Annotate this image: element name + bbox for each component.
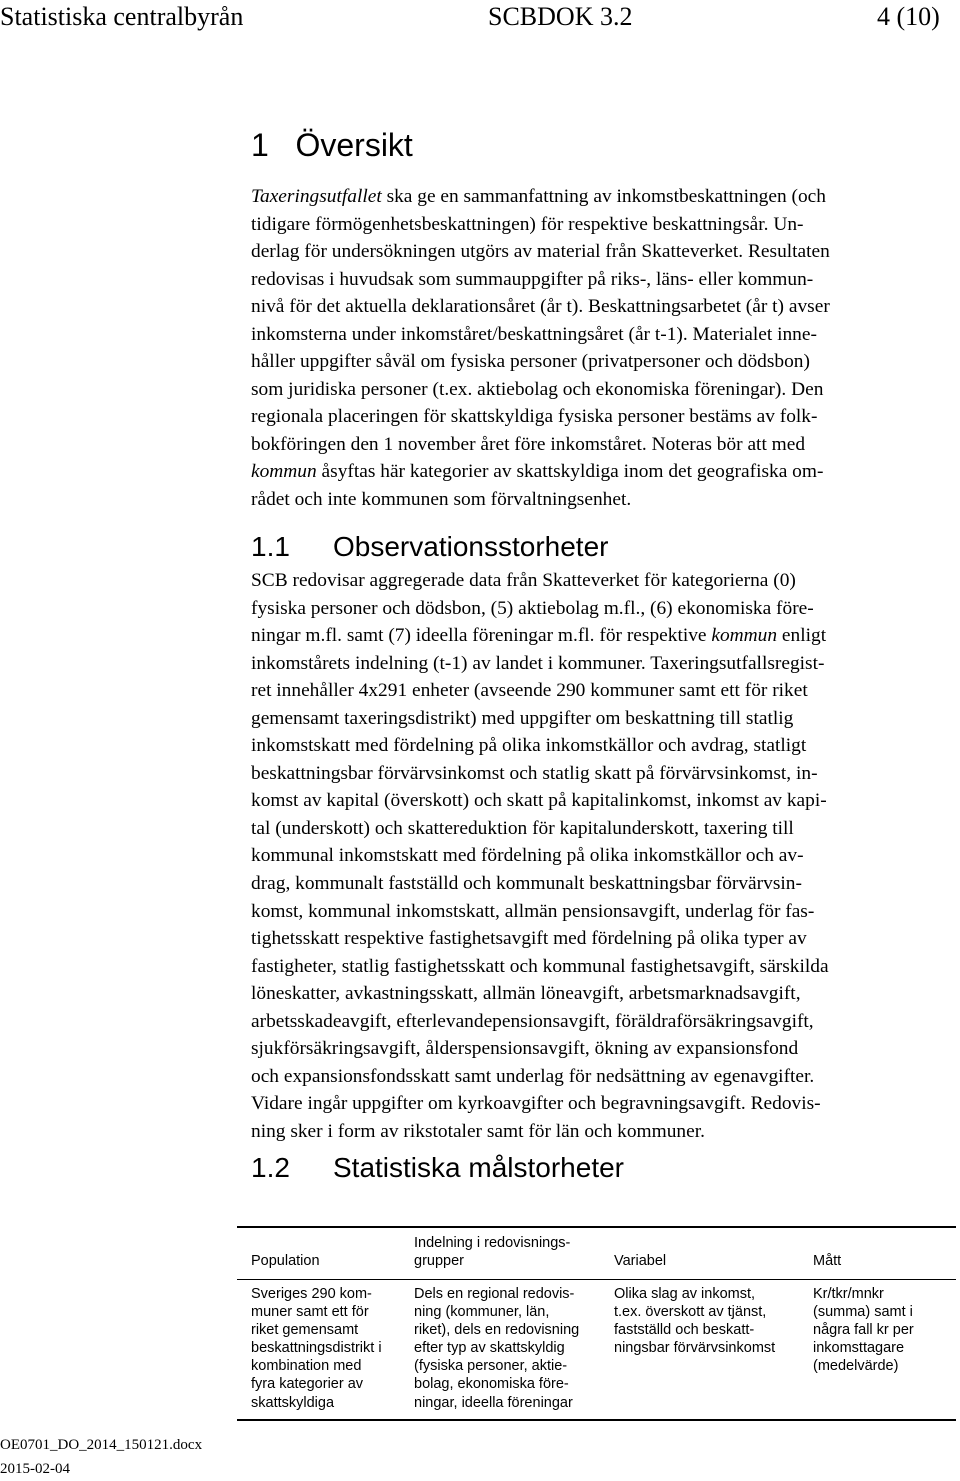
cell-line: fyra kategorier av: [251, 1376, 364, 1393]
section-1-2-title: Statistiska målstorheter: [333, 1152, 624, 1183]
text-line: [251, 567, 951, 595]
line-text: drag, kommunalt fastställd och kommunalt beskattningsbar förvärvsin-: [251, 873, 802, 895]
text-line: [251, 266, 951, 294]
line-text: tidigare förmögenhetsbeskattningen) för respektive beskattningsår. Un-: [251, 213, 804, 235]
cell-line: Mått: [813, 1253, 842, 1269]
cell-line: grupper: [414, 1253, 464, 1270]
cell-line: skattskyldiga: [251, 1394, 335, 1411]
footer-date: 2015-02-04: [0, 1461, 70, 1477]
table-header-rule: [237, 1279, 956, 1280]
cell-line: några fall kr per: [813, 1322, 914, 1339]
text-line: [251, 595, 951, 623]
line-text: inkomsterna under inkomståret/beskattningsåret (år t-1). Materialet inne-: [251, 323, 817, 345]
section-1-1-paragraph: [251, 567, 951, 1145]
table-cell-matt: [813, 1285, 914, 1375]
cell-line: inkomsttagare: [813, 1340, 905, 1357]
cell-line: muner samt ett för: [251, 1304, 369, 1321]
text-line: [251, 650, 951, 678]
cell-line: Population: [251, 1253, 320, 1269]
table-cell-indelning: [414, 1285, 579, 1412]
text-line: [251, 486, 951, 514]
cell-line: fastställd och beskatt-: [614, 1322, 755, 1339]
text-line: [251, 622, 951, 650]
text-line: [251, 677, 951, 705]
table-header-variabel: [614, 1252, 666, 1270]
section-1-1-title: Observationsstorheter: [333, 531, 609, 562]
line-text: ning sker i form av rikstotaler samt för län och kommuner.: [251, 1120, 705, 1142]
line-text: arbetsskadeavgift, efterlevandepensionsavgift, föräldraförsäkringsavgift,: [251, 1010, 814, 1032]
line-text: fysiska personer och dödsbon, (5) aktiebolag m.fl., (6) ekonomiska före-: [251, 597, 814, 619]
cell-line: riket), dels en redovisning: [414, 1322, 580, 1339]
cell-line: (medelvärde): [813, 1358, 899, 1375]
text-line: [251, 1035, 951, 1063]
line-text: och expansionsfondsskatt samt underlag för nedsättning av egenavgifter.: [251, 1065, 815, 1087]
text-line: [251, 183, 951, 211]
table-cell-population: [251, 1285, 382, 1412]
text-line: [251, 211, 951, 239]
line-text: Vidare ingår uppgifter om kyrkoavgifter och begravningsavgift. Redovis-: [251, 1093, 821, 1115]
text-line: [251, 787, 951, 815]
line-text: gemensamt taxeringsdistrikt) med uppgifter om beskattning till statlig: [251, 707, 794, 729]
line-text: fastigheter, statlig fastighetsskatt och kommunal fastighetsavgift, särskilda: [251, 955, 829, 977]
table-header-indelning: [414, 1234, 570, 1270]
line-text: SCB redovisar aggregerade data från Skatteverket för kategorierna (0): [251, 570, 796, 591]
header-page-number: 4 (10): [877, 2, 940, 31]
footer-filename: OE0701_DO_2014_150121.docx: [0, 1437, 203, 1453]
cell-line: Olika slag av inkomst,: [614, 1286, 756, 1302]
line-text: inkomstårets indelning (t-1) av landet i kommuner. Taxeringsutfallsregist-: [251, 652, 825, 674]
text-line: [251, 1063, 951, 1091]
section-1-2-heading: [251, 1151, 624, 1185]
italic-term: kommun: [711, 625, 778, 647]
text-line: [251, 842, 951, 870]
text-line: [251, 431, 951, 459]
line-text: beskattningsbar förvärvsinkomst och statlig skatt på förvärvsinkomst, in-: [251, 762, 818, 784]
cell-line: kombination med: [251, 1358, 362, 1375]
text-line: [251, 293, 951, 321]
cell-line: bolag, ekonomiska före-: [414, 1376, 569, 1393]
line-text: sjukförsäkringsavgift, ålderspensionsavgift, ökning av expansionsfond: [251, 1038, 799, 1060]
header-org: Statistiska centralbyrån: [0, 2, 244, 31]
line-text: regionala placeringen för skattskyldiga fysiska personer bestäms av folk-: [251, 406, 818, 428]
text-line: [251, 760, 951, 788]
line-text: kommunal inkomstskatt med fördelning på olika inkomstkällor och av-: [251, 845, 804, 867]
line-text: nivå för det aktuella deklarationsåret (år t). Beskattningsarbetet (år t) avser: [251, 296, 830, 318]
table-bottom-rule: [237, 1419, 956, 1421]
table-header-population: [251, 1252, 320, 1270]
line-text: inkomstskatt med fördelning på olika inkomstkällor och avdrag, statligt: [251, 735, 807, 757]
cell-line: Variabel: [614, 1253, 667, 1269]
line-text: håller uppgifter såväl om fysiska personer (privatpersoner och dödsbon): [251, 351, 810, 373]
line-text: bokföringen den 1 november året före inkomståret. Noteras bör att med: [251, 433, 806, 455]
section-1-2-number: 1.2: [251, 1152, 290, 1183]
cell-line: t.ex. överskott av tjänst,: [614, 1304, 767, 1321]
line-text: löneskatter, avkastningsskatt, allmän löneavgift, arbetsmarknadsavgift,: [251, 983, 801, 1005]
text-line: [251, 898, 951, 926]
cell-line: Dels en regional redovis-: [414, 1286, 575, 1302]
line-text: redovisas i huvudsak som summauppgifter på riks-, läns- eller kommun-: [251, 268, 814, 290]
line-text: komst av kapital (överskott) och skatt på kapitalinkomst, inkomst av kapi-: [251, 790, 827, 812]
text-line: [251, 705, 951, 733]
section-1-paragraph: [251, 183, 951, 514]
cell-line: ningar, ideella föreningar: [414, 1394, 573, 1411]
italic-term: kommun: [251, 461, 317, 483]
line-text: åsyftas här kategorier av skattskyldiga inom det geografiska om-: [316, 461, 824, 483]
text-line: [251, 953, 951, 981]
cell-line: Sveriges 290 kom-: [251, 1286, 372, 1302]
table-header-matt: [813, 1252, 841, 1270]
line-text: ningar m.fl. samt (7) ideella föreningar m.fl. för respektive: [251, 625, 712, 647]
text-line: [251, 458, 951, 486]
text-line: [251, 321, 951, 349]
cell-line: ningsbar förvärvsinkomst: [614, 1340, 776, 1357]
cell-line: efter typ av skattskyldig: [414, 1340, 565, 1357]
text-line: [251, 870, 951, 898]
cell-line: riket gemensamt: [251, 1322, 359, 1339]
line-text: ret innehåller 4x291 enheter (avseende 290 kommuner samt ett för riket: [251, 680, 808, 702]
table-top-rule: [237, 1226, 956, 1228]
line-text: som juridiska personer (t.ex. aktiebolag och ekonomiska föreningar). Den: [251, 378, 824, 400]
line-text: ska ge en sammanfattning av inkomstbeskattningen (och: [381, 186, 826, 207]
line-text: rådet och inte kommunen som förvaltningsenhet.: [251, 489, 632, 511]
table-cell-variabel: [614, 1285, 775, 1357]
line-text: tal (underskott) och skattereduktion för kapitalunderskott, taxering till: [251, 817, 794, 839]
header-doc-id: SCBDOK 3.2: [488, 2, 633, 31]
text-line: [251, 348, 951, 376]
line-text: derlag för undersökningen utgörs av material från Skatteverket. Resultaten: [251, 241, 830, 263]
text-line: [251, 732, 951, 760]
text-line: [251, 238, 951, 266]
cell-line: (summa) samt i: [813, 1304, 913, 1321]
text-line: [251, 403, 951, 431]
section-1-1-number: 1.1: [251, 531, 290, 562]
text-line: [251, 925, 951, 953]
line-text: tighetsskatt respektive fastighetsavgift med fördelning på olika typer av: [251, 928, 807, 950]
line-text: enligt: [777, 625, 827, 647]
text-line: [251, 980, 951, 1008]
text-line: [251, 376, 951, 404]
text-line: [251, 815, 951, 843]
cell-line: beskattningsdistrikt i: [251, 1340, 382, 1357]
section-1-heading: 1 Översikt: [251, 127, 413, 163]
cell-line: (fysiska personer, aktie-: [414, 1358, 568, 1375]
cell-line: ning (kommuner, län,: [414, 1304, 550, 1321]
section-1-1-heading: [251, 530, 608, 564]
text-line: [251, 1008, 951, 1036]
cell-line: Kr/tkr/mnkr: [813, 1286, 884, 1302]
italic-term: Taxeringsutfallet: [251, 186, 382, 207]
text-line: [251, 1090, 951, 1118]
line-text: komst, kommunal inkomstskatt, allmän pensionsavgift, underlag för fas-: [251, 900, 815, 922]
text-line: [251, 1118, 951, 1146]
cell-line: Indelning i redovisnings-: [414, 1235, 571, 1251]
